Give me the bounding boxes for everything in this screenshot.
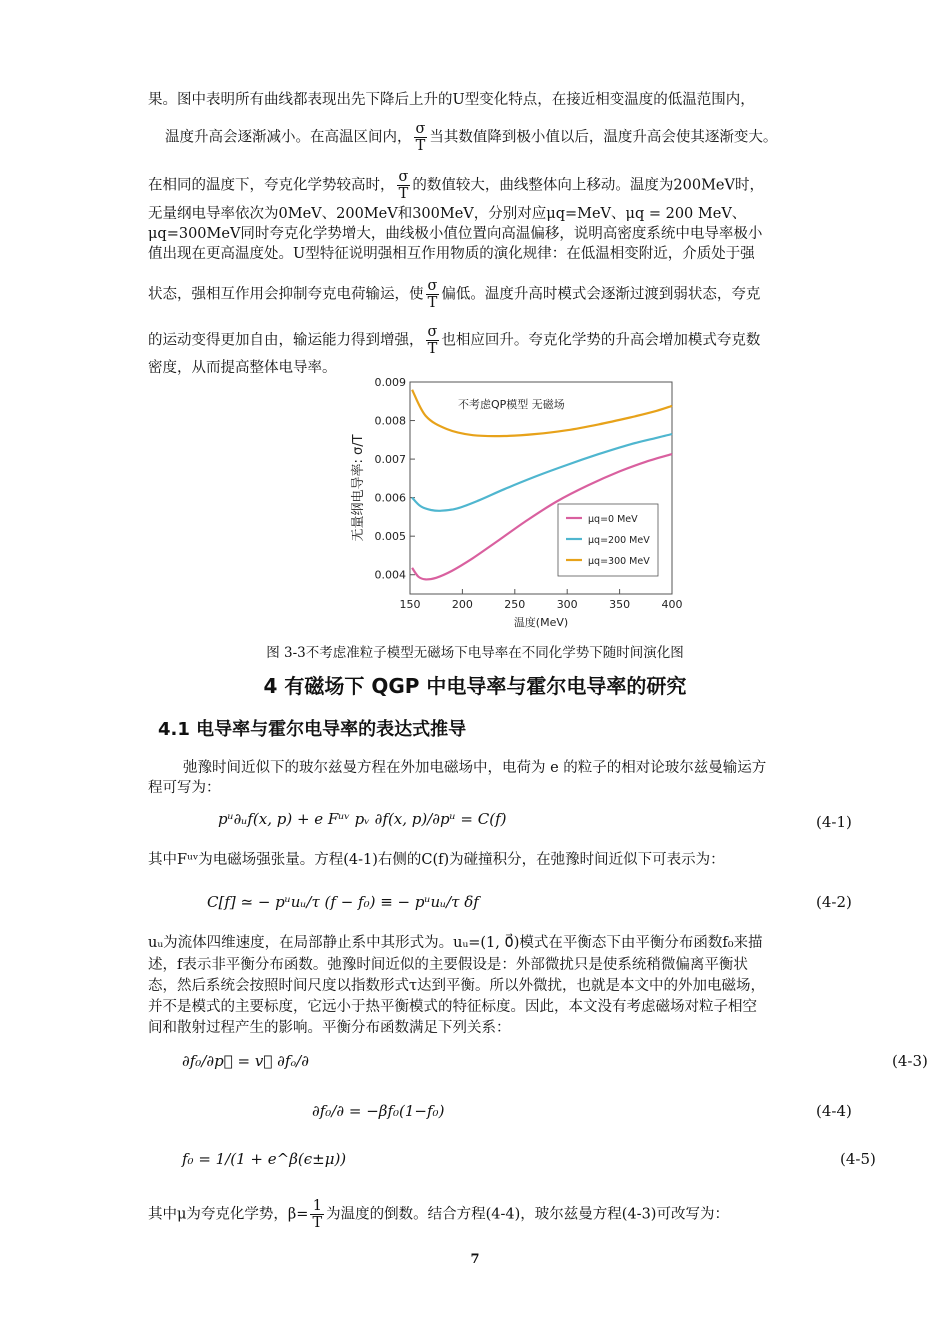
text-span: 的数值较大，曲线整体向上移动。温度为200MeV时， [412, 177, 764, 194]
text-span: 偏低。温度升高时模式会逐渐过渡到弱状态，夸克 [441, 286, 761, 303]
y-tick-label: 0.004 [374, 568, 406, 582]
text-line: μq=300MeV同时夸克化学势增大，曲线极小值位置向高温偏移，说明高密度系统中电导率极小 [148, 226, 763, 242]
text-line [148, 278, 760, 311]
y-tick-label: 0.009 [374, 376, 406, 389]
equation-number: (4-3) [892, 1052, 928, 1070]
equation-number: (4-2) [816, 893, 852, 911]
conductivity-chart [340, 372, 683, 634]
text-line: 弛豫时间近似下的玻尔兹曼方程在外加电磁场中，电荷为 e 的粒子的相对论玻尔兹曼输运方 [183, 760, 767, 776]
equation-4-4: ∂f₀/∂ = −βf₀(1−f₀) [312, 1102, 445, 1120]
text-line [148, 169, 764, 202]
text-line [165, 121, 777, 154]
equation-4-3: ∂f₀/∂p⃗ = v⃗ ∂fₒ/∂ [182, 1052, 309, 1070]
fraction-numerator: σ [398, 169, 409, 185]
x-tick-label: 350 [609, 598, 631, 611]
sigma-over-t-fraction [426, 324, 440, 357]
x-tick-label: 200 [451, 598, 473, 611]
section-heading: 4 有磁场下 QGP 中电导率与霍尔电导率的研究 [263, 674, 687, 698]
equation-number: (4-1) [816, 813, 852, 831]
text-span: 其中μ为夸克化学势，β= [148, 1206, 309, 1223]
equation-4-1: pᵘ∂ᵤf(x, p) + e Fᵘᵛ pᵥ ∂f(x, p)/∂pᵘ = C(f) [218, 810, 507, 828]
text-span: 的运动变得更加自由，输运能力得到增强， [148, 332, 424, 349]
legend-label: μq=300 MeV [588, 556, 650, 567]
text-line: 密度，从而提高整体电导率。 [148, 360, 337, 376]
fraction-denominator: T [398, 186, 409, 202]
text-line [148, 324, 760, 357]
text-span: 状态，强相互作用会抑制夸克电荷输运，使 [148, 286, 424, 303]
text-line: 间和散射过程产生的影响。平衡分布函数满足下列关系： [148, 1020, 511, 1036]
x-tick-label: 250 [504, 598, 526, 611]
text-line: 值出现在更高温度处。U型特征说明强相互作用物质的演化规律：在低温相变附近，介质处于强 [148, 246, 755, 262]
x-tick-label: 300 [556, 598, 578, 611]
sigma-over-t-fraction [426, 278, 440, 311]
fraction-numerator: 1 [310, 1198, 324, 1215]
text-line: 并不是模式的主要标度，它远小于热平衡模式的特征标度。因此，本文没有考虑磁场对粒子相空 [148, 999, 757, 1015]
fraction-denominator: T [415, 138, 426, 154]
page-number: 7 [470, 1252, 480, 1267]
legend-label: μq=0 MeV [588, 514, 638, 525]
text-line: 程可写为： [148, 780, 221, 796]
legend-label: μq=200 MeV [588, 535, 650, 546]
fraction-numerator: σ [415, 121, 426, 137]
fraction-denominator: T [427, 295, 438, 311]
y-tick-label: 0.006 [374, 491, 406, 505]
equation-number: (4-4) [816, 1102, 852, 1120]
chart-title: 不考虑QP模型 无磁场 [458, 398, 565, 411]
text-line: 果。图中表明所有曲线都表现出先下降后上升的U型变化特点，在接近相变温度的低温范围内， [148, 92, 755, 108]
text-span: 在相同的温度下，夸克化学势较高时， [148, 177, 395, 194]
y-tick-label: 0.007 [374, 453, 406, 467]
text-line: 无量纲电导率依次为0MeV、200MeV和300MeV，分别对应μq=MeV、μq = 200 MeV、 [148, 206, 747, 222]
x-tick-label: 400 [661, 598, 683, 611]
chart-ylabel: 无量纲电导率: σ/T [351, 434, 366, 542]
text-line [148, 1198, 729, 1231]
text-line: 述，f表示非平衡分布函数。弛豫时间近似的主要假设是：外部微扰只是使系统稍微偏离平衡状 [148, 957, 748, 973]
y-tick-label: 0.008 [374, 414, 406, 428]
fraction-denominator: T [427, 341, 438, 357]
fraction-denominator: T [312, 1215, 323, 1231]
chart-legend [558, 504, 658, 576]
x-tick-label: 150 [399, 598, 421, 611]
text-span: 当其数值降到极小值以后，温度升高会使其逐渐变大。 [429, 129, 778, 146]
chart-xlabel: 温度(MeV) [513, 616, 569, 629]
figure-caption: 图 3-3不考虑准粒子模型无磁场下电导率在不同化学势下随时间演化图 [266, 645, 684, 661]
subsection-heading: 4.1 电导率与霍尔电导率的表达式推导 [158, 719, 467, 740]
one-over-t-fraction [310, 1198, 324, 1231]
fraction-numerator: σ [427, 324, 438, 340]
text-line: 态，然后系统会按照时间尺度以指数形式τ达到平衡。所以外微扰，也就是本文中的外加电磁场， [148, 978, 766, 994]
text-line: uᵤ为流体四维速度，在局部静止系中其形式为。uᵤ=(1, 0⃗)模式在平衡态下由平衡分布函数f₀来描 [148, 935, 763, 951]
text-line: 其中Fᵘᵛ为电磁场强张量。方程(4-1)右侧的C(f)为碰撞积分，在弛豫时间近似下可表示为： [148, 852, 725, 868]
equation-4-2: C[f] ≃ − pᵘuᵤ/τ (f − f₀) ≡ − pᵘuᵤ/τ δf [207, 893, 479, 911]
text-span: 为温度的倒数。结合方程(4-4)，玻尔兹曼方程(4-3)可改写为： [326, 1206, 729, 1223]
y-tick-label: 0.005 [374, 530, 406, 544]
equation-4-5: f₀ = 1/(1 + e^β(ϵ±μ)) [182, 1150, 347, 1168]
equation-number: (4-5) [840, 1150, 876, 1168]
text-span: 温度升高会逐渐减小。在高温区间内， [165, 129, 412, 146]
sigma-over-t-fraction [397, 169, 411, 202]
text-span: 也相应回升。夸克化学势的升高会增加模式夸克数 [441, 332, 761, 349]
fraction-numerator: σ [427, 278, 438, 294]
sigma-over-t-fraction [414, 121, 428, 154]
